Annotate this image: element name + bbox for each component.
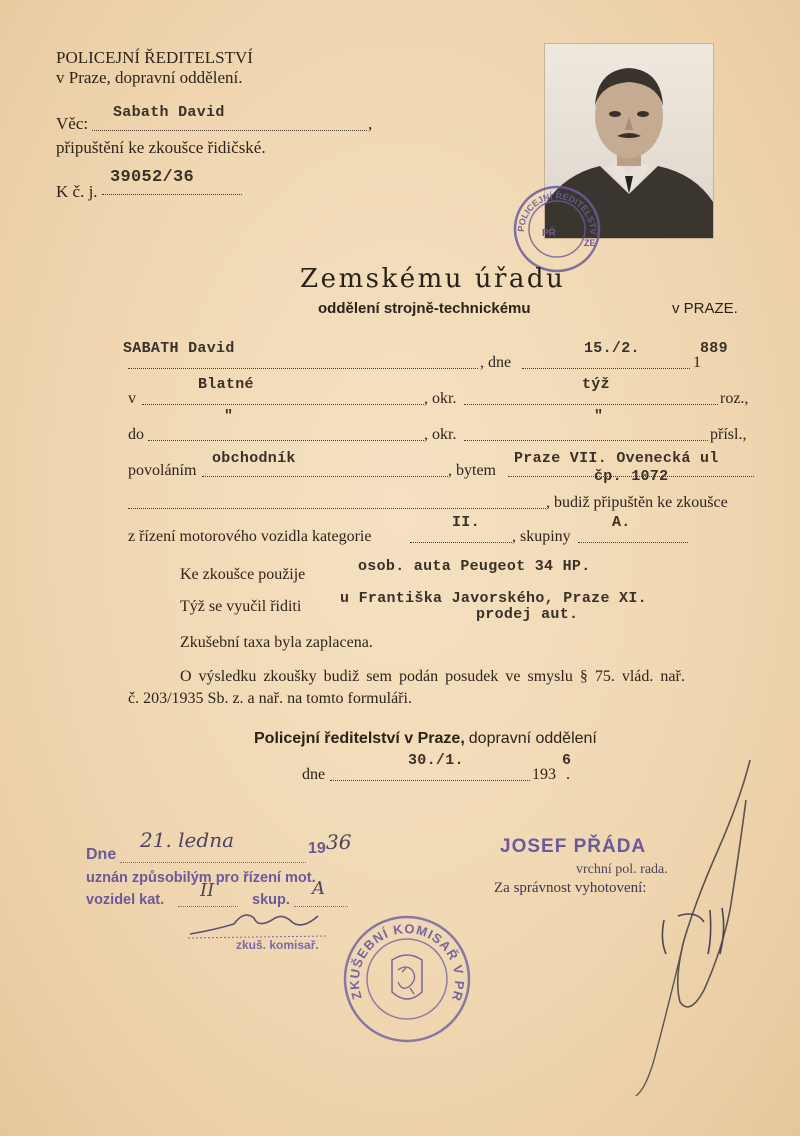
stamp-right-text: ZE xyxy=(584,238,596,248)
exam-year-hand: 36 xyxy=(326,830,352,854)
issue-date-line xyxy=(330,780,530,781)
occupation-value: obchodník xyxy=(212,450,296,467)
stamp-arc-text: POLICEJNÍ ŘEDITELSTV xyxy=(515,190,599,235)
okr2-label: , okr. xyxy=(424,426,457,443)
city-label: v PRAZE. xyxy=(672,300,738,317)
rizeni-label: z řízení motorového vozidla kategorie xyxy=(128,528,372,545)
exam-skup-hand: A xyxy=(312,878,325,899)
department-label: oddělení strojně-technickému xyxy=(318,300,531,317)
skupiny-line xyxy=(578,542,688,543)
okr2-value: " xyxy=(594,408,604,425)
dne-label: , dne xyxy=(480,354,512,371)
stamp-seal-icon xyxy=(512,184,602,274)
kategorie-value: II. xyxy=(452,514,480,531)
issue-year-dot: . xyxy=(566,766,570,783)
authority-line xyxy=(254,730,597,748)
do-label: do xyxy=(128,426,144,443)
posudek-line2: č. 203/1935 Sb. z. a nař. na tomto formuláři. xyxy=(128,690,412,707)
issue-year-printed: 193 xyxy=(532,766,556,783)
birth-day-value: 15./2. xyxy=(584,340,640,357)
okr2-line xyxy=(464,440,708,441)
taxa-text: Zkušební taxa byla zaplacena. xyxy=(180,634,373,651)
kcj-value: 39052/36 xyxy=(110,168,195,187)
povolanim-label: povoláním xyxy=(128,462,197,479)
examiner-round-seal xyxy=(340,912,474,1046)
issue-date-value: 30./1. xyxy=(408,752,464,769)
okr-line xyxy=(464,404,718,405)
address-line2-value: čp. 1072 xyxy=(594,468,669,485)
blank-line xyxy=(128,508,546,509)
document-title: Zemskému úřadu xyxy=(300,264,566,294)
exam-skup-label: skup. xyxy=(252,892,290,908)
authority-rest: dopravní oddělení xyxy=(468,730,597,747)
birthplace-value: Blatné xyxy=(198,376,254,393)
vec-value: Sabath David xyxy=(113,104,225,121)
exam-line3-kat-label: vozidel kat. xyxy=(86,892,165,908)
okr-value: týž xyxy=(582,376,610,393)
kcj-label: K č. j. xyxy=(56,182,98,201)
issue-dne-label: dne xyxy=(302,766,326,783)
address-line1-value: Praze VII. Ovenecká ul xyxy=(514,450,719,467)
birth-year-value: 889 xyxy=(700,340,728,357)
birthplace-line xyxy=(142,404,424,405)
pouzije-label: Ke zkoušce použije xyxy=(180,566,306,583)
do-value: " xyxy=(224,408,234,425)
subject-text: připuštění ke zkoušce řidičské. xyxy=(56,138,266,157)
exam-kat-hand: II xyxy=(200,880,215,901)
pripusten-text: , budiž připuštěn ke zkoušce xyxy=(546,494,728,511)
vec-comma: , xyxy=(368,114,373,133)
verification-label: Za správnost vyhotovení: xyxy=(494,880,647,896)
svg-text:ZKUŠEBNÍ KOMISAŘ V PRAZE xyxy=(340,912,467,1004)
authority-bold: Policejní ředitelství v Praze, xyxy=(254,730,465,747)
exam-date-line xyxy=(120,862,306,863)
kategorie-line xyxy=(410,542,512,543)
issue-year-digit: 6 xyxy=(562,752,572,769)
handwritten-signature xyxy=(600,740,770,1100)
exam-year-printed: 19 xyxy=(308,840,326,857)
roz-label: roz., xyxy=(720,390,749,407)
posudek-line1: O výsledku zkoušky budiž sem podán posudek ve smyslu § 75. vlád. nař. xyxy=(180,668,685,685)
okr-label: , okr. xyxy=(424,390,457,407)
stamp-mid-text: PŘ xyxy=(542,228,556,239)
skupiny-value: A. xyxy=(612,514,631,531)
examiner-title: zkuš. komisař. xyxy=(236,938,319,952)
name-value: SABATH David xyxy=(123,340,235,357)
official-rank: vrchní pol. rada. xyxy=(576,862,668,877)
year-prefix: 1 xyxy=(693,354,701,371)
do-line xyxy=(148,440,424,441)
dne-line xyxy=(522,368,690,369)
bytem-label: , bytem xyxy=(448,462,496,479)
skupiny-label: , skupiny xyxy=(512,528,571,545)
vyucil-value1: u Františka Javorského, Praze XI. xyxy=(340,590,647,607)
exam-dne-label: Dne xyxy=(86,846,117,863)
official-name-stamp: JOSEF PŘÁDA xyxy=(500,836,647,857)
lion-seal-icon xyxy=(340,912,474,1046)
exam-line2: uznán způsobilým pro řízení mot. xyxy=(86,870,316,886)
prisl-label: přísl., xyxy=(710,426,747,443)
vyucil-label: Týž se vyučil řiditi xyxy=(180,598,302,615)
office-department: v Praze, dopravní oddělení. xyxy=(56,68,243,87)
v-label: v xyxy=(128,390,136,407)
office-name: POLICEJNÍ ŘEDITELSTVÍ xyxy=(56,48,253,67)
vec-label: Věc: xyxy=(56,114,89,133)
exam-date-hand: 21. ledna xyxy=(140,828,235,852)
pouzije-value: osob. auta Peugeot 34 HP. xyxy=(358,558,591,575)
vec-line xyxy=(92,130,367,131)
occupation-line xyxy=(202,476,448,477)
vyucil-value2: prodej aut. xyxy=(476,606,579,623)
seal-arc-text: ZKUŠEBNÍ KOMISAŘ V PR xyxy=(346,921,468,1004)
name-line xyxy=(128,368,478,369)
police-round-stamp xyxy=(512,184,602,274)
kcj-line xyxy=(102,194,242,195)
